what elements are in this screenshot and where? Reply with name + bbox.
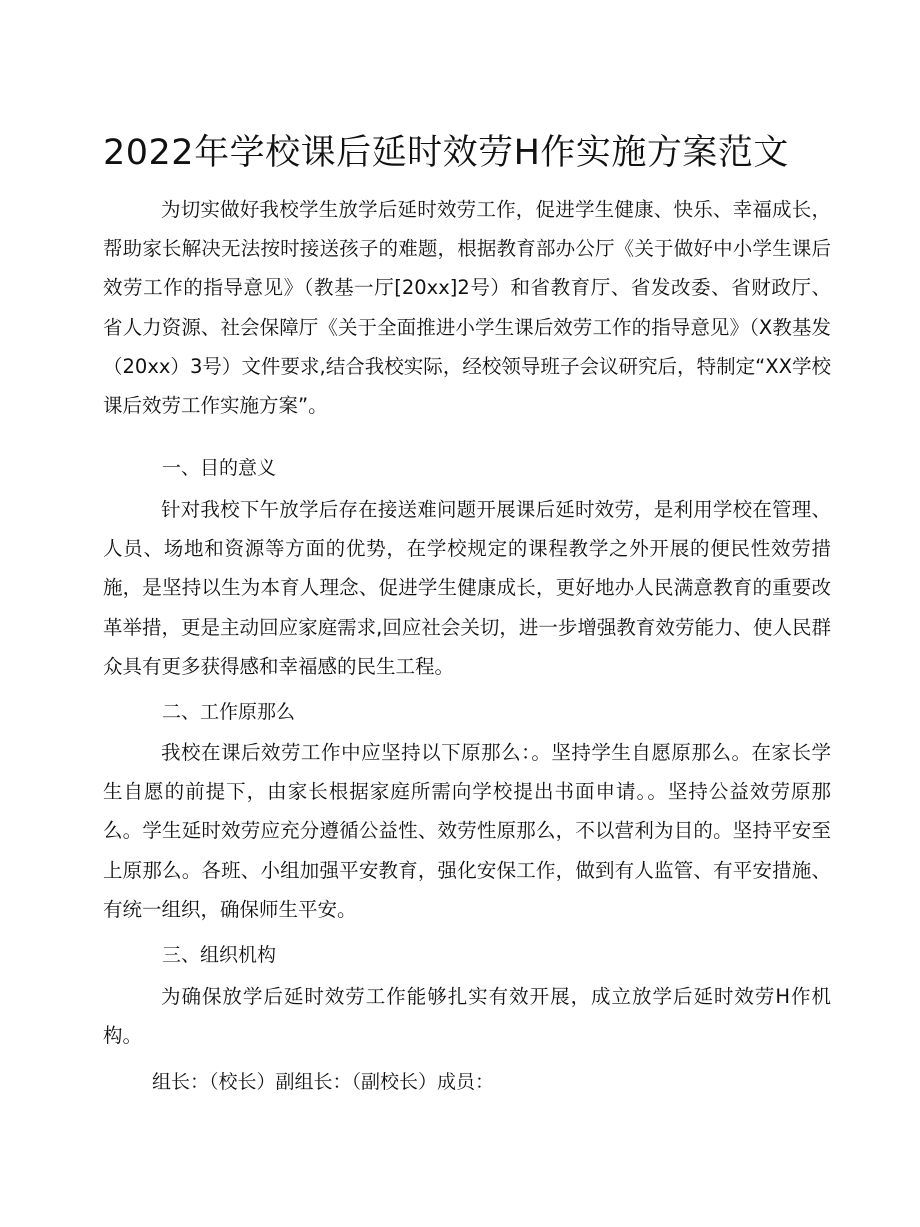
section-heading-organization: 三、组织机构 bbox=[162, 944, 277, 966]
intro-paragraph: 为切实做好我校学生放学后延时效劳工作，促进学生健康、快乐、幸福成长，帮助家长解决无法按时接送孩子的难题，根据教育部办公厅《关于做好中小学生课后效劳工作的指导意见》（教基一厅[20xx]2号）和省教育厅、省发改委、省财政厅、省人力资源、社会保障厅《关于全面推进小学生课后效劳工作的指导意见》（X教基发（20xx）3号）文件要求,结合我校实际，经校领导班子会议研究后，特制定“XX学校课后效劳工作实施方案”。 bbox=[103, 198, 831, 418]
section-body-purpose: 针对我校下午放学后存在接送难问题开展课后延时效劳，是利用学校在管理、人员、场地和资源等方面的优势，在学校规定的课程教学之外开展的便民性效劳措施，是坚持以生为本育人理念、促进学生健康成长，更好地办人民满意教育的重要改革举措，更是主动回应家庭需求,回应社会关切，进一步增强教育效劳能力、使人民群众具有更多获得感和幸福感的民生工程。 bbox=[103, 498, 831, 678]
section-heading-principles: 二、工作原那么 bbox=[162, 701, 296, 723]
members-line: 组长：（校长）副组长：（副校长）成员： bbox=[152, 1071, 495, 1093]
section-heading-purpose: 一、目的意义 bbox=[162, 457, 277, 479]
section-body-principles: 我校在课后效劳工作中应坚持以下原那么：。坚持学生自愿原那么。在家长学生自愿的前提下，由家长根据家庭所需向学校提出书面申请。。坚持公益效劳原那么。学生延时效劳应充分遵循公益性、效劳性原那么，不以营利为目的。坚持平安至上原那么。各班、小组加强平安教育，强化安保工作，做到有人监管、有平安措施、有统一组织，确保师生平安。 bbox=[103, 741, 831, 921]
document-title: 2022年学校课后延时效劳H作实施方案范文 bbox=[103, 133, 789, 174]
section-body-organization: 为确保放学后延时效劳工作能够扎实有效开展，成立放学后延时效劳H作机构。 bbox=[103, 985, 831, 1048]
